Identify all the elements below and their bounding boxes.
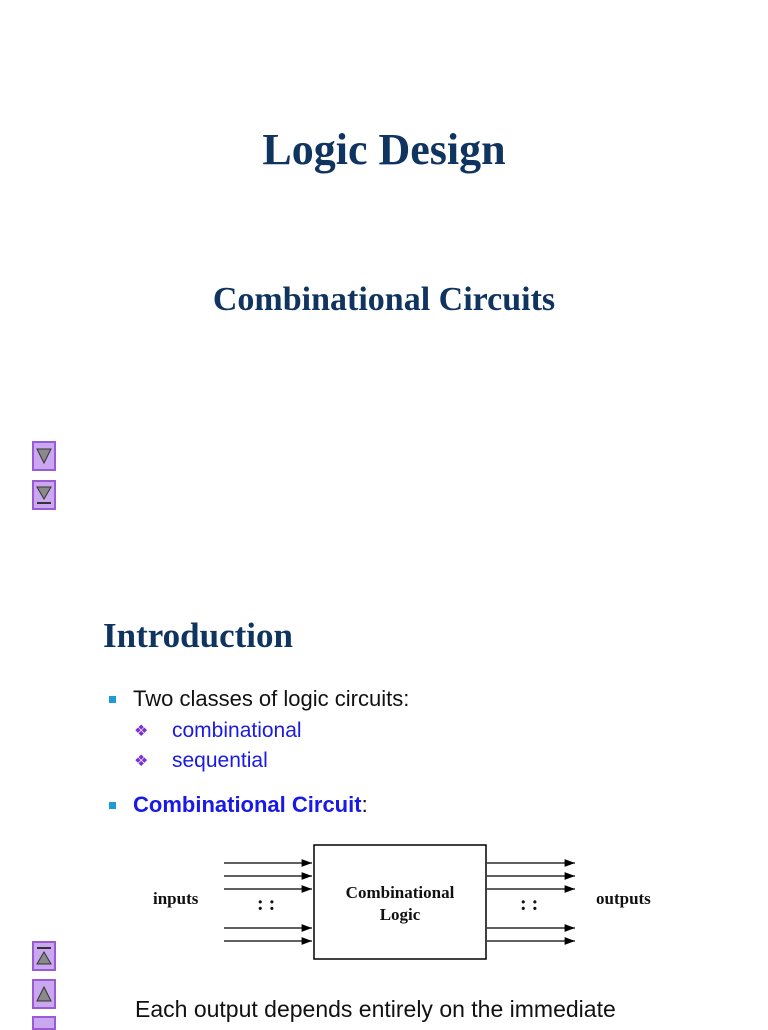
- previous-slide-button[interactable]: [32, 979, 56, 1009]
- triangle-up-icon: [35, 984, 53, 1004]
- first-slide-button[interactable]: [32, 941, 56, 971]
- diamond-bullet-icon: ❖: [134, 723, 149, 740]
- bullet-text: Two classes of logic circuits:: [133, 686, 410, 711]
- body-text: Each output depends entirely on the immediate: [135, 996, 616, 1022]
- output-ellipsis: : :: [520, 893, 539, 915]
- bullet-colon: :: [361, 792, 368, 817]
- next-slide-button[interactable]: [32, 1016, 56, 1030]
- outputs-label: outputs: [596, 889, 651, 908]
- logic-box-label-line2: Logic: [379, 905, 421, 924]
- sub-bullet-text: sequential: [172, 749, 268, 772]
- triangle-up-start-icon: [35, 945, 53, 967]
- logic-box-label-line1: Combinational: [345, 883, 455, 902]
- sub-bullet-text: combinational: [172, 719, 302, 742]
- slide-subtitle: Combinational Circuits: [212, 281, 556, 318]
- slide-title: Logic Design: [262, 125, 506, 174]
- bullet-strong-text: Combinational Circuit: [133, 792, 362, 817]
- section-heading: Introduction: [103, 616, 293, 655]
- input-ellipsis: : :: [257, 893, 276, 915]
- inputs-label: inputs: [153, 889, 199, 908]
- diamond-bullet-icon: ❖: [134, 753, 149, 770]
